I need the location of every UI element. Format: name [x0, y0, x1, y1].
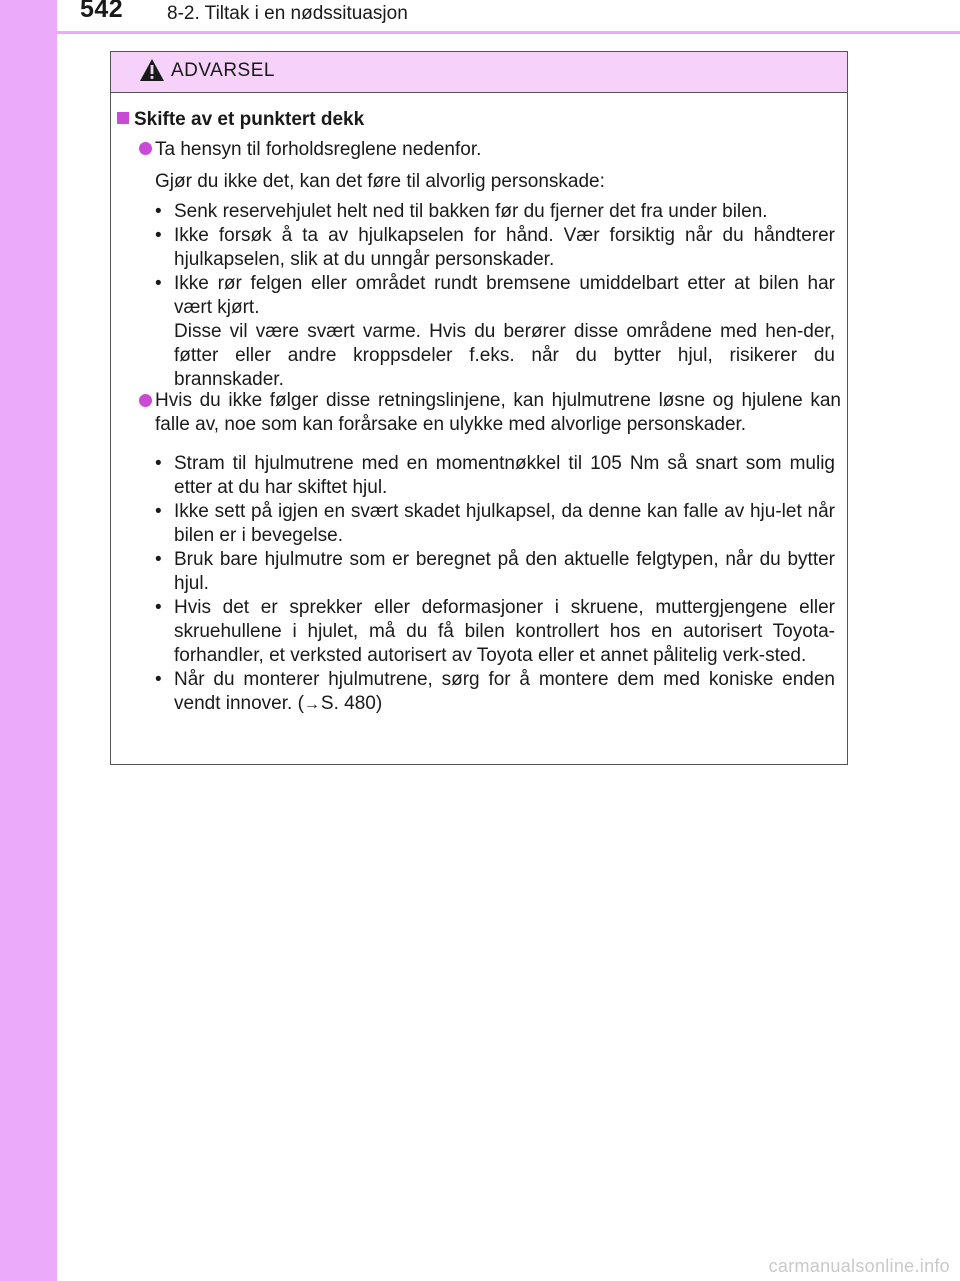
- warning-header: [111, 52, 847, 93]
- warning-triangle-icon: [139, 58, 165, 82]
- list-item-last: [155, 668, 835, 717]
- warning-label: ADVARSEL: [171, 60, 275, 81]
- arrow-right-icon: →: [303, 696, 320, 713]
- point1-lead: Ta hensyn til forholdsreglene nedenfor.: [155, 139, 482, 160]
- last-item-text: Når du monterer hjulmutrene, sørg for å montere dem med koniske enden vendt innover. (: [174, 669, 835, 714]
- point1-intro: Gjør du ikke det, kan det føre til alvorlig personskade:: [155, 171, 605, 192]
- list-item: • Senk reservehjulet helt ned til bakken før du fjerner det fra under bilen.: [155, 200, 835, 224]
- watermark: carmanualsonline.info: [768, 1256, 950, 1276]
- list-item: • Stram til hjulmutrene med en momentnøkkel til 105 Nm så snart som mulig etter at du har skiftet hjul.: [155, 452, 835, 500]
- point1-list: [155, 200, 835, 392]
- side-margin-strip: [0, 0, 57, 1281]
- list-item: • Ikke forsøk å ta av hjulkapselen for hånd. Vær forsiktig når du håndterer hjulkapselen, slik at du unngår personskader.: [155, 224, 835, 272]
- list-item: • Bruk bare hjulmutre som er beregnet på den aktuelle felgtypen, når du bytter hjul.: [155, 548, 835, 596]
- page-reference-link[interactable]: S. 480): [320, 693, 383, 714]
- header-rule: [57, 31, 960, 34]
- point2-lead: Hvis du ikke følger disse retningslinjene, kan hjulmutrene løsne og hjulene kan falle av, noe som kan forårsake en ulykke med alvorlige personskader.: [155, 390, 841, 435]
- list-item-continuation: Disse vil være svært varme. Hvis du berører disse områdene med hen-der, føtter eller andre kroppsdeler f.eks. når du bytter hjul, risikerer du brannskader.: [174, 321, 835, 390]
- round-bullet-icon: [139, 394, 152, 407]
- list-item: • Ikke sett på igjen en svært skadet hjulkapsel, da denne kan falle av hju-let når bilen er i bevegelse.: [155, 500, 835, 548]
- point2-list: [155, 452, 835, 717]
- page-number: 542: [80, 0, 124, 23]
- list-item: • Hvis det er sprekker eller deformasjoner i skruene, muttergjengene eller skruehullene i hjulet, må du få bilen kontrollert hos en autorisert Toyota-forhandler, et verksted autorisert av Toyota eller et annet pålitelig verk-sted.: [155, 596, 835, 668]
- square-bullet-icon: [117, 112, 129, 124]
- warning-heading: [117, 108, 364, 132]
- warning-heading-text: Skifte av et punktert dekk: [134, 109, 365, 130]
- round-bullet-icon: [139, 142, 152, 155]
- list-item: • Ikke rør felgen eller området rundt bremsene umiddelbart etter at bilen har vært kjørt.: [155, 272, 835, 320]
- warning-box: [110, 51, 848, 765]
- section-title: 8-2. Tiltak i en nødssituasjon: [167, 3, 408, 24]
